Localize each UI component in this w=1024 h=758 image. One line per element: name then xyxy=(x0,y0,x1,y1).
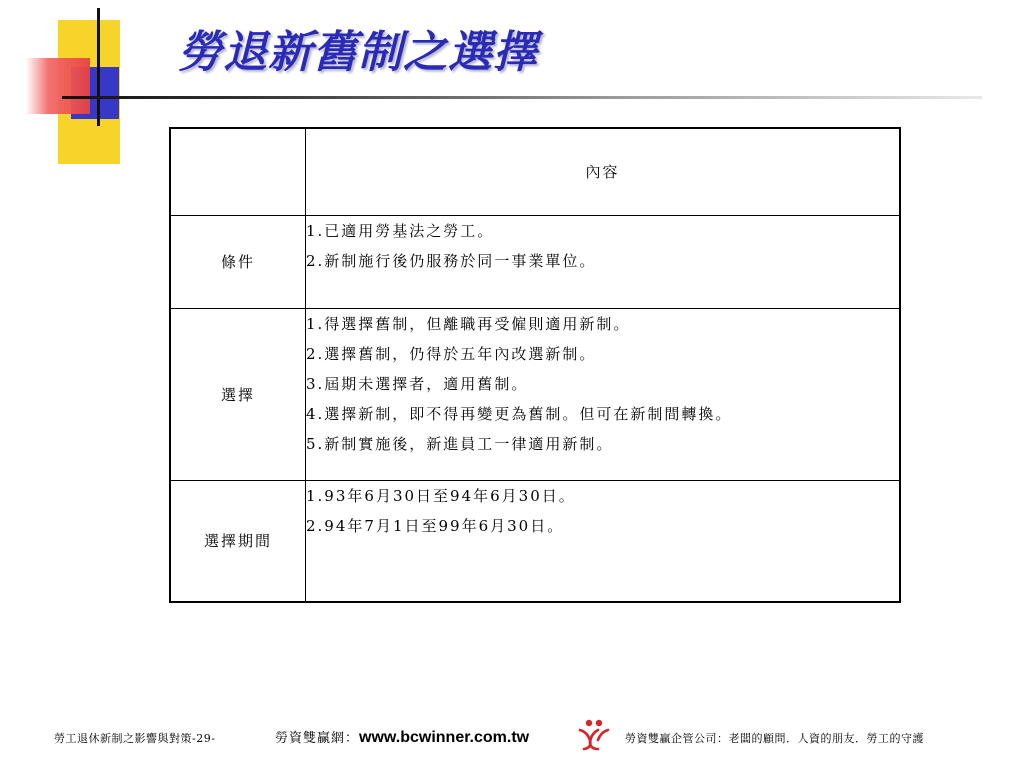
table-header-content: 內容 xyxy=(306,128,901,215)
row-content xyxy=(306,480,901,602)
company-logo-icon xyxy=(574,718,614,752)
content-line: 5.新制實施後，新進員工一律適用新制。 xyxy=(306,434,614,453)
row-content xyxy=(306,308,901,480)
content-line: 1.已適用勞基法之勞工。 xyxy=(306,221,495,240)
row-label: 選擇期間 xyxy=(170,480,306,602)
table-row xyxy=(170,480,900,602)
footer xyxy=(0,724,1024,752)
slide-title: 勞退新舊制之選擇 xyxy=(178,27,538,78)
decor-vertical-line xyxy=(97,8,100,126)
footer-website xyxy=(275,727,529,747)
content-line: 4.選擇新制，即不得再變更為舊制。但可在新制間轉換。 xyxy=(306,404,733,423)
options-table xyxy=(169,127,901,603)
footer-page-label: 勞工退休新制之影響與對策-29- xyxy=(54,732,216,745)
content-line: 1.93年6月30日至94年6月30日。 xyxy=(306,486,576,505)
table-row xyxy=(170,215,900,308)
title-underline xyxy=(62,96,982,99)
footer-url-link[interactable]: www.bcwinner.com.tw xyxy=(359,729,530,746)
row-label: 條件 xyxy=(170,215,306,308)
table-header-row xyxy=(170,128,900,215)
content-line: 1.得選擇舊制，但離職再受僱則適用新制。 xyxy=(306,314,631,333)
footer-website-prefix: 勞資雙贏網： xyxy=(275,731,360,746)
decor-red-square xyxy=(26,58,90,114)
content-line: 2.新制施行後仍服務於同一事業單位。 xyxy=(306,251,597,270)
table-corner-cell xyxy=(170,128,306,215)
row-content xyxy=(306,215,901,308)
footer-company-slogan: 勞資雙贏企管公司：老闆的顧問．人資的朋友．勞工的守護 xyxy=(625,732,924,745)
content-line: 2.選擇舊制，仍得於五年內改選新制。 xyxy=(306,344,597,363)
content-line: 3.屆期未選擇者，適用舊制。 xyxy=(306,374,529,393)
row-label: 選擇 xyxy=(170,308,306,480)
content-line: 2.94年7月1日至99年6月30日。 xyxy=(306,516,565,535)
table-row xyxy=(170,308,900,480)
